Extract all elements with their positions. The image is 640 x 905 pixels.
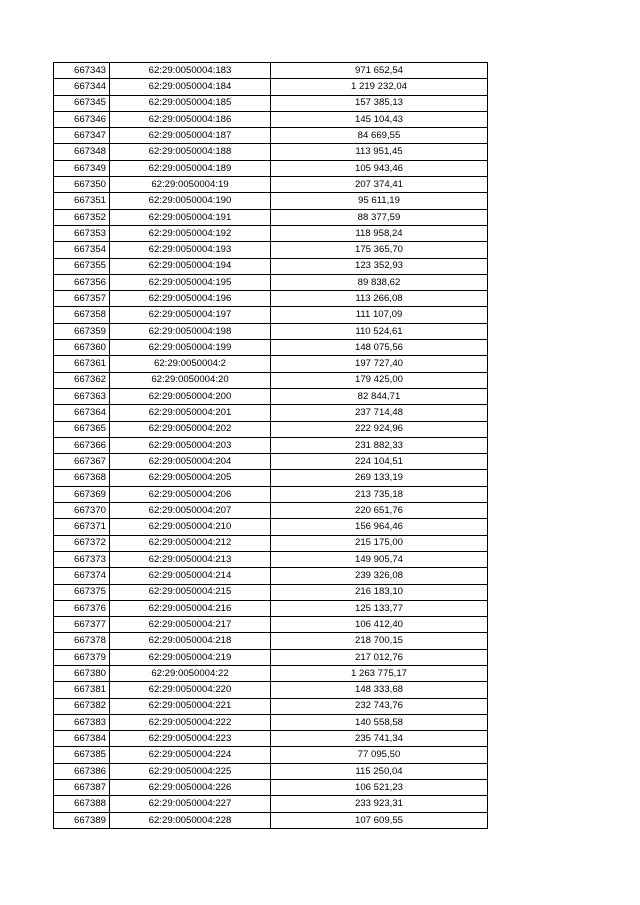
row-number-cell: 667374 <box>54 568 110 584</box>
table-row <box>54 79 488 95</box>
table-row <box>54 421 488 437</box>
row-number-cell: 667371 <box>54 519 110 535</box>
table-row <box>54 128 488 144</box>
row-number-cell: 667349 <box>54 160 110 176</box>
cadastral-number-cell: 62:29:0050004:196 <box>110 291 271 307</box>
cadastral-value-cell: 105 943,46 <box>271 160 488 176</box>
cadastral-number-cell: 62:29:0050004:203 <box>110 437 271 453</box>
row-number-cell: 667369 <box>54 486 110 502</box>
row-number-cell: 667387 <box>54 780 110 796</box>
row-number-cell: 667367 <box>54 454 110 470</box>
table-row <box>54 160 488 176</box>
cadastral-number-cell: 62:29:0050004:225 <box>110 763 271 779</box>
row-number-cell: 667348 <box>54 144 110 160</box>
cadastral-number-cell: 62:29:0050004:199 <box>110 340 271 356</box>
cadastral-value-cell: 156 964,46 <box>271 519 488 535</box>
cadastral-number-cell: 62:29:0050004:213 <box>110 551 271 567</box>
table-row <box>54 617 488 633</box>
table-row <box>54 437 488 453</box>
cadastral-number-cell: 62:29:0050004:228 <box>110 812 271 828</box>
cadastral-number-cell: 62:29:0050004:184 <box>110 79 271 95</box>
cadastral-number-cell: 62:29:0050004:221 <box>110 698 271 714</box>
row-number-cell: 667343 <box>54 63 110 79</box>
cadastral-value-cell: 231 882,33 <box>271 437 488 453</box>
cadastral-value-cell: 220 651,76 <box>271 503 488 519</box>
table-row <box>54 519 488 535</box>
row-number-cell: 667352 <box>54 209 110 225</box>
cadastral-value-cell: 148 333,68 <box>271 682 488 698</box>
cadastral-number-cell: 62:29:0050004:226 <box>110 780 271 796</box>
cadastral-number-cell: 62:29:0050004:224 <box>110 747 271 763</box>
table-row <box>54 486 488 502</box>
cadastral-value-table <box>53 62 488 829</box>
row-number-cell: 667381 <box>54 682 110 698</box>
table-row <box>54 144 488 160</box>
table-row <box>54 503 488 519</box>
row-number-cell: 667388 <box>54 796 110 812</box>
cadastral-number-cell: 62:29:0050004:195 <box>110 274 271 290</box>
table-row <box>54 307 488 323</box>
row-number-cell: 667385 <box>54 747 110 763</box>
cadastral-value-cell: 239 326,08 <box>271 568 488 584</box>
cadastral-value-cell: 84 669,55 <box>271 128 488 144</box>
cadastral-number-cell: 62:29:0050004:2 <box>110 356 271 372</box>
cadastral-value-cell: 216 183,10 <box>271 584 488 600</box>
cadastral-number-cell: 62:29:0050004:20 <box>110 372 271 388</box>
cadastral-value-cell: 88 377,59 <box>271 209 488 225</box>
table-row <box>54 209 488 225</box>
cadastral-value-cell: 233 923,31 <box>271 796 488 812</box>
row-number-cell: 667382 <box>54 698 110 714</box>
cadastral-number-cell: 62:29:0050004:218 <box>110 633 271 649</box>
row-number-cell: 667375 <box>54 584 110 600</box>
table-row <box>54 633 488 649</box>
cadastral-value-cell: 224 104,51 <box>271 454 488 470</box>
table-row <box>54 698 488 714</box>
cadastral-number-cell: 62:29:0050004:210 <box>110 519 271 535</box>
cadastral-value-cell: 118 958,24 <box>271 225 488 241</box>
row-number-cell: 667362 <box>54 372 110 388</box>
cadastral-number-cell: 62:29:0050004:185 <box>110 95 271 111</box>
cadastral-number-cell: 62:29:0050004:193 <box>110 242 271 258</box>
table-row <box>54 258 488 274</box>
row-number-cell: 667389 <box>54 812 110 828</box>
table-row <box>54 323 488 339</box>
table-row <box>54 405 488 421</box>
table-row <box>54 111 488 127</box>
table-row <box>54 274 488 290</box>
cadastral-value-cell: 95 611,19 <box>271 193 488 209</box>
table-row <box>54 763 488 779</box>
row-number-cell: 667365 <box>54 421 110 437</box>
cadastral-number-cell: 62:29:0050004:190 <box>110 193 271 209</box>
table-row <box>54 780 488 796</box>
table-row <box>54 714 488 730</box>
cadastral-value-cell: 113 266,08 <box>271 291 488 307</box>
row-number-cell: 667370 <box>54 503 110 519</box>
cadastral-value-cell: 222 924,96 <box>271 421 488 437</box>
cadastral-value-cell: 217 012,76 <box>271 649 488 665</box>
table-row <box>54 747 488 763</box>
cadastral-value-cell: 197 727,40 <box>271 356 488 372</box>
row-number-cell: 667355 <box>54 258 110 274</box>
cadastral-number-cell: 62:29:0050004:202 <box>110 421 271 437</box>
table-row <box>54 682 488 698</box>
cadastral-number-cell: 62:29:0050004:22 <box>110 665 271 681</box>
row-number-cell: 667386 <box>54 763 110 779</box>
row-number-cell: 667353 <box>54 225 110 241</box>
cadastral-number-cell: 62:29:0050004:206 <box>110 486 271 502</box>
cadastral-number-cell: 62:29:0050004:187 <box>110 128 271 144</box>
cadastral-value-cell: 1 219 232,04 <box>271 79 488 95</box>
cadastral-value-cell: 125 133,77 <box>271 600 488 616</box>
row-number-cell: 667377 <box>54 617 110 633</box>
table-row <box>54 568 488 584</box>
cadastral-value-cell: 140 558,58 <box>271 714 488 730</box>
table-row <box>54 731 488 747</box>
table-row <box>54 291 488 307</box>
cadastral-number-cell: 62:29:0050004:217 <box>110 617 271 633</box>
cadastral-number-cell: 62:29:0050004:192 <box>110 225 271 241</box>
cadastral-number-cell: 62:29:0050004:219 <box>110 649 271 665</box>
cadastral-number-cell: 62:29:0050004:212 <box>110 535 271 551</box>
row-number-cell: 667372 <box>54 535 110 551</box>
cadastral-value-cell: 213 735,18 <box>271 486 488 502</box>
row-number-cell: 667364 <box>54 405 110 421</box>
cadastral-value-cell: 971 652,54 <box>271 63 488 79</box>
row-number-cell: 667354 <box>54 242 110 258</box>
cadastral-number-cell: 62:29:0050004:222 <box>110 714 271 730</box>
row-number-cell: 667378 <box>54 633 110 649</box>
row-number-cell: 667358 <box>54 307 110 323</box>
row-number-cell: 667366 <box>54 437 110 453</box>
cadastral-number-cell: 62:29:0050004:215 <box>110 584 271 600</box>
cadastral-number-cell: 62:29:0050004:204 <box>110 454 271 470</box>
cadastral-value-cell: 157 385,13 <box>271 95 488 111</box>
cadastral-value-cell: 232 743,76 <box>271 698 488 714</box>
row-number-cell: 667344 <box>54 79 110 95</box>
row-number-cell: 667357 <box>54 291 110 307</box>
table-row <box>54 454 488 470</box>
cadastral-number-cell: 62:29:0050004:201 <box>110 405 271 421</box>
cadastral-value-cell: 110 524,61 <box>271 323 488 339</box>
table-row <box>54 665 488 681</box>
table-row <box>54 584 488 600</box>
row-number-cell: 667361 <box>54 356 110 372</box>
cadastral-value-cell: 148 075,56 <box>271 340 488 356</box>
table-row <box>54 356 488 372</box>
cadastral-value-cell: 107 609,55 <box>271 812 488 828</box>
table-body <box>54 63 488 829</box>
row-number-cell: 667376 <box>54 600 110 616</box>
cadastral-number-cell: 62:29:0050004:191 <box>110 209 271 225</box>
table-row <box>54 600 488 616</box>
cadastral-value-cell: 145 104,43 <box>271 111 488 127</box>
cadastral-value-cell: 179 425,00 <box>271 372 488 388</box>
cadastral-number-cell: 62:29:0050004:227 <box>110 796 271 812</box>
row-number-cell: 667356 <box>54 274 110 290</box>
cadastral-value-cell: 218 700,15 <box>271 633 488 649</box>
cadastral-value-cell: 106 521,23 <box>271 780 488 796</box>
cadastral-value-cell: 115 250,04 <box>271 763 488 779</box>
cadastral-value-cell: 235 741,34 <box>271 731 488 747</box>
table-row <box>54 812 488 828</box>
table-row <box>54 95 488 111</box>
table-row <box>54 340 488 356</box>
table-row <box>54 470 488 486</box>
row-number-cell: 667363 <box>54 388 110 404</box>
cadastral-number-cell: 62:29:0050004:186 <box>110 111 271 127</box>
cadastral-value-cell: 89 838,62 <box>271 274 488 290</box>
row-number-cell: 667346 <box>54 111 110 127</box>
table-row <box>54 535 488 551</box>
cadastral-number-cell: 62:29:0050004:205 <box>110 470 271 486</box>
row-number-cell: 667347 <box>54 128 110 144</box>
cadastral-value-cell: 269 133,19 <box>271 470 488 486</box>
cadastral-value-cell: 111 107,09 <box>271 307 488 323</box>
cadastral-number-cell: 62:29:0050004:207 <box>110 503 271 519</box>
cadastral-number-cell: 62:29:0050004:19 <box>110 177 271 193</box>
row-number-cell: 667379 <box>54 649 110 665</box>
cadastral-value-cell: 207 374,41 <box>271 177 488 193</box>
table-row <box>54 796 488 812</box>
row-number-cell: 667380 <box>54 665 110 681</box>
row-number-cell: 667368 <box>54 470 110 486</box>
table-row <box>54 551 488 567</box>
cadastral-value-cell: 106 412,40 <box>271 617 488 633</box>
cadastral-value-cell: 149 905,74 <box>271 551 488 567</box>
cadastral-number-cell: 62:29:0050004:223 <box>110 731 271 747</box>
row-number-cell: 667373 <box>54 551 110 567</box>
row-number-cell: 667359 <box>54 323 110 339</box>
table-row <box>54 177 488 193</box>
table-row <box>54 372 488 388</box>
cadastral-number-cell: 62:29:0050004:198 <box>110 323 271 339</box>
row-number-cell: 667384 <box>54 731 110 747</box>
row-number-cell: 667351 <box>54 193 110 209</box>
row-number-cell: 667360 <box>54 340 110 356</box>
cadastral-number-cell: 62:29:0050004:189 <box>110 160 271 176</box>
cadastral-number-cell: 62:29:0050004:188 <box>110 144 271 160</box>
row-number-cell: 667350 <box>54 177 110 193</box>
table-row <box>54 388 488 404</box>
cadastral-number-cell: 62:29:0050004:220 <box>110 682 271 698</box>
cadastral-number-cell: 62:29:0050004:197 <box>110 307 271 323</box>
cadastral-value-cell: 113 951,45 <box>271 144 488 160</box>
table-row <box>54 649 488 665</box>
table-row <box>54 242 488 258</box>
cadastral-value-cell: 82 844,71 <box>271 388 488 404</box>
cadastral-number-cell: 62:29:0050004:200 <box>110 388 271 404</box>
row-number-cell: 667345 <box>54 95 110 111</box>
cadastral-number-cell: 62:29:0050004:214 <box>110 568 271 584</box>
cadastral-value-cell: 1 263 775,17 <box>271 665 488 681</box>
cadastral-number-cell: 62:29:0050004:183 <box>110 63 271 79</box>
table-row <box>54 63 488 79</box>
cadastral-value-cell: 175 365,70 <box>271 242 488 258</box>
cadastral-value-cell: 77 095,50 <box>271 747 488 763</box>
row-number-cell: 667383 <box>54 714 110 730</box>
cadastral-value-cell: 237 714,48 <box>271 405 488 421</box>
cadastral-number-cell: 62:29:0050004:194 <box>110 258 271 274</box>
cadastral-value-cell: 123 352,93 <box>271 258 488 274</box>
cadastral-number-cell: 62:29:0050004:216 <box>110 600 271 616</box>
table-row <box>54 193 488 209</box>
cadastral-value-cell: 215 175,00 <box>271 535 488 551</box>
table-row <box>54 225 488 241</box>
